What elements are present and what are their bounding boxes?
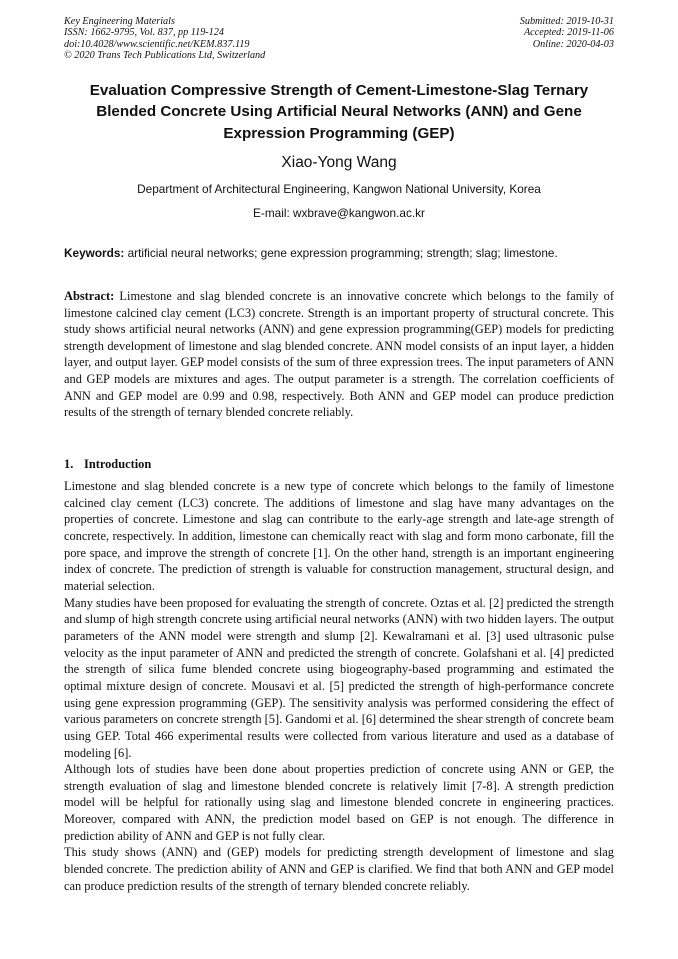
dates-block <box>520 16 614 50</box>
keywords-text: artificial neural networks; gene expression programming; strength; slag; limestone. <box>124 246 558 260</box>
author-affiliation: Department of Architectural Engineering, Kangwon National University, Korea <box>137 182 541 196</box>
abstract <box>64 288 614 421</box>
abstract-text: Limestone and slag blended concrete is an innovative concrete which belongs to the family of limestone calcined clay cement (LC3) concrete. Strength is an important property of structural concrete. This study shows artificial neural networks (ANN) and gene expression programming(GEP) models for predicting strength development of limestone and slag blended concrete. ANN model consists of an input layer, a hidden layer, and output layer. GEP model consists of the sum of three expression trees. The input parameters of ANN and GEP models are mixtures and ages. The output parameter is a strength. The correlation coefficients of ANN and GEP model are 0.99 and 0.98, respectively. Both ANN and GEP model can produce prediction results of the strength of ternary blended concrete reliably. <box>64 289 614 420</box>
intro-paragraph: Limestone and slag blended concrete is a new type of concrete which belongs to the family of limestone calcined clay cement (LC3) concrete. The additions of limestone and slag have many advantages on the properties of concrete. Limestone and slag can contribute to the early-age strength and late-age strength of concrete, respectively. In addition, limestone can chemically react with slag and form mono carbonate, fill the pore space, and improve the strength of concrete [1]. On the other hand, strength is an important engineering index of concrete. The prediction of strength is valuable for construction management, structural design, and material selection. <box>64 479 614 593</box>
journal-info-block <box>64 16 265 62</box>
journal-name: Key Engineering Materials <box>64 16 175 27</box>
section-heading-introduction <box>64 456 151 472</box>
section-number: 1. <box>64 457 74 471</box>
accepted-date: Accepted: 2019-11-06 <box>523 27 614 39</box>
intro-paragraph: Many studies have been proposed for evaluating the strength of concrete. Oztas et al. [2] predicted the strength and slump of high strength concrete using artificial neural networks (ANN) with two hidden layers. The output parameters of the ANN model were strength and slump [2]. Kewalramani et al. [3] used ultrasonic pulse velocity as the input parameter of ANN and predicted the strength of concrete. Golafshani et al. [4] predicted the strength of silica fume blended concrete using biogeography-based programming and estimated the optimal mixture design of concrete. Mousavi et al. [5] predicted the strength of high-performance concrete using gene expression programming (GEP). The sensitivity analysis was performed considering the effect of various parameters on concrete strength [5]. Gandomi et al. [6] determined the shear strength of concrete beam using GEP. Total 466 experimental results were collected from various literature and used as a database of modeling [6]. <box>64 595 614 760</box>
keywords-label: Keywords: <box>64 246 125 260</box>
copyright-line: © 2020 Trans Tech Publications Ltd, Switzerland <box>64 50 266 62</box>
online-date: Online: 2020-04-03 <box>532 38 614 50</box>
abstract-label: Abstract: <box>64 289 115 303</box>
intro-paragraph: Although lots of studies have been done about properties prediction of concrete using ANN or GEP, the strength evaluation of slag and limestone blended concrete is relatively limit [7-8]. A strength prediction model will be helpful for rationally using slag and limestone blended concrete in engineering practices. Moreover, compared with ANN, the prediction model based on GEP is not enough. The difference in prediction ability of ANN and GEP is not fully clear. <box>64 762 614 843</box>
submitted-date: Submitted: 2019-10-31 <box>519 16 614 27</box>
author-email: E-mail: wxbrave@kangwon.ac.kr <box>253 206 425 220</box>
intro-paragraph: This study shows (ANN) and (GEP) models for predicting strength development of limestone and slag blended concrete. The prediction ability of ANN and GEP is clarified. We find that both ANN and GEP model can produce prediction results of the strength of ternary blended concrete reliably. <box>64 845 614 893</box>
introduction-body <box>64 478 614 894</box>
doi-line: doi:10.4028/www.scientific.net/KEM.837.119 <box>64 38 250 50</box>
issn-line: ISSN: 1662-9795, Vol. 837, pp 119-124 <box>64 27 224 39</box>
keywords <box>64 245 614 261</box>
section-title: Introduction <box>84 457 152 471</box>
author-name: Xiao-Yong Wang <box>281 154 397 171</box>
paper-title: Evaluation Compressive Strength of Cement-Limestone-Slag Ternary Blended Concrete Using Artificial Neural Networks (ANN) and Gene Expression Programming (GEP) <box>89 82 589 142</box>
